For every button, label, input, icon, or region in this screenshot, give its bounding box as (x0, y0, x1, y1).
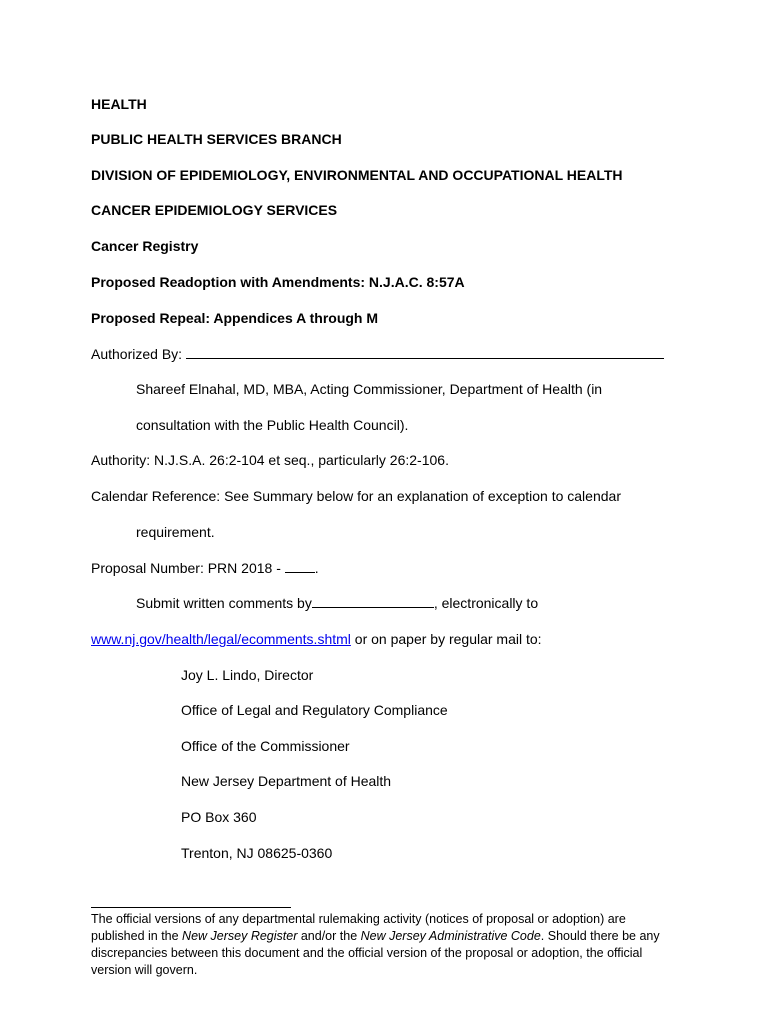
calendar-line2: requirement. (136, 524, 215, 540)
branch-heading: PUBLIC HEALTH SERVICES BRANCH (91, 131, 342, 147)
footnote-code: New Jersey Administrative Code (360, 929, 541, 943)
comments-row (136, 594, 538, 612)
proposal-number-label: Proposal Number: PRN 2018 - (91, 560, 281, 576)
address-city: Trenton, NJ 08625-0360 (181, 845, 333, 861)
proposal-number-blank (285, 559, 315, 573)
comments-prefix: Submit written comments by (136, 595, 312, 611)
address-name: Joy L. Lindo, Director (181, 667, 314, 683)
service-heading: CANCER EPIDEMIOLOGY SERVICES (91, 202, 338, 218)
comments-suffix: , electronically to (433, 595, 539, 611)
proposal-number-row (91, 559, 319, 577)
subject-heading: Cancer Registry (91, 238, 199, 254)
footnote-part2: and/or the (297, 929, 361, 943)
authority-line: Authority: N.J.S.A. 26:2-104 et seq., particularly 26:2-106. (91, 452, 449, 468)
calendar-line1: Calendar Reference: See Summary below for an explanation of exception to calendar (91, 488, 621, 504)
comments-link-row (91, 630, 542, 648)
comments-after-link: or on paper by regular mail to: (350, 631, 542, 647)
signature-blank (186, 345, 664, 359)
authorized-name-line1: Shareef Elnahal, MD, MBA, Acting Commissioner, Department of Health (in (136, 381, 603, 397)
address-office1: Office of Legal and Regulatory Compliance (181, 702, 448, 718)
authorized-by-label: Authorized By: (91, 346, 183, 362)
footnote-part3: . Should there be any discrepancies between this document and the official version of the proposal or adoption, the official version will govern. (91, 929, 660, 977)
footnote (91, 911, 681, 979)
footnote-part1: The official versions of any departmental rulemaking activity (notices of proposal or adoption) are published in the (91, 912, 626, 943)
authorized-name-line2: consultation with the Public Health Council). (136, 417, 409, 433)
address-dept: New Jersey Department of Health (181, 773, 392, 789)
comments-date-blank (312, 594, 434, 608)
proposal-number-suffix: . (314, 560, 319, 576)
readoption-heading: Proposed Readoption with Amendments: N.J.A.C. 8:57A (91, 274, 465, 290)
ecomments-link[interactable]: www.nj.gov/health/legal/ecomments.shtml (91, 631, 351, 647)
footnote-divider (91, 907, 291, 908)
address-office2: Office of the Commissioner (181, 738, 350, 754)
division-heading: DIVISION OF EPIDEMIOLOGY, ENVIRONMENTAL AND OCCUPATIONAL HEALTH (91, 167, 623, 183)
dept-heading: HEALTH (91, 96, 147, 112)
address-box: PO Box 360 (181, 809, 257, 825)
authorized-by-row (91, 345, 664, 363)
repeal-heading: Proposed Repeal: Appendices A through M (91, 310, 379, 326)
footnote-register: New Jersey Register (182, 929, 298, 943)
